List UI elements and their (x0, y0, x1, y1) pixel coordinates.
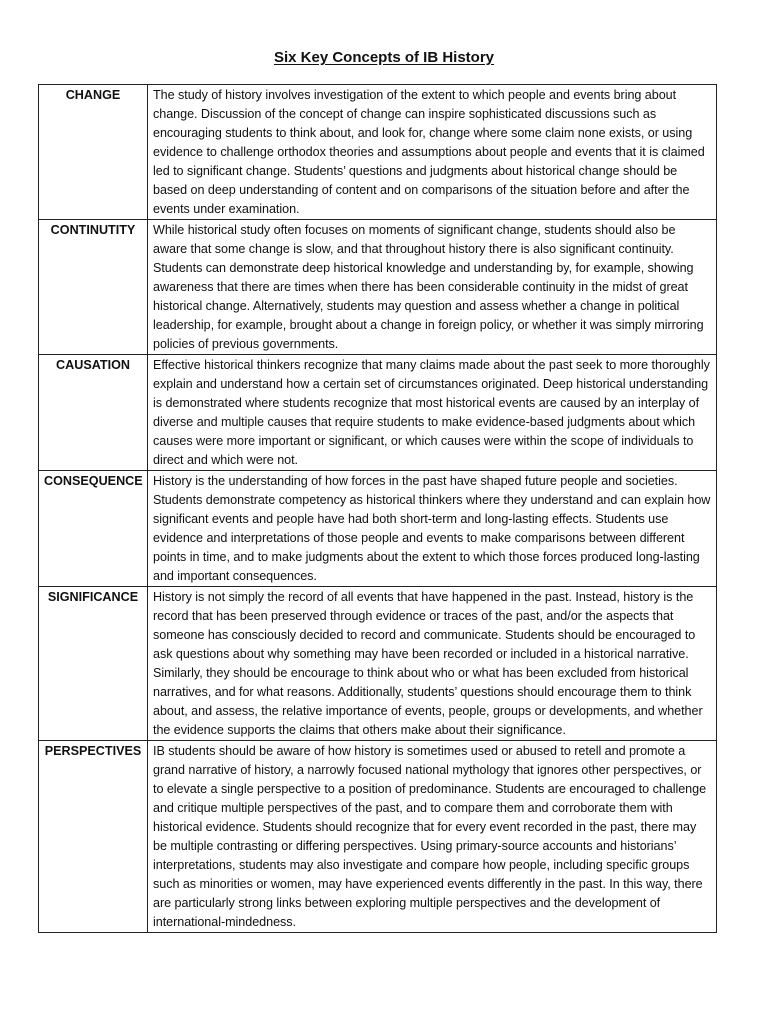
table-row-causation (39, 355, 717, 471)
concept-term-causation: CAUSATION (39, 355, 148, 471)
table-row-perspectives (39, 741, 717, 933)
concept-term-consequence: CONSEQUENCE (39, 471, 148, 587)
table-row-consequence (39, 471, 717, 587)
concept-term-perspectives: PERSPECTIVES (39, 741, 148, 933)
concept-description-causation: Effective historical thinkers recognize that many claims made about the past seek to more thoroughly explain and understand how a certain set of circumstances originated. Deep historical understanding is demonstrated where students recognize that most historical events are caused by an interplay of diverse and multiple causes that require students to make evidence-based judgments about which causes were more important or significant, or which causes were within the scope of individuals to direct and which were not. (148, 355, 717, 471)
concept-term-continuity: CONTINUTITY (39, 220, 148, 355)
concepts-table-body (39, 85, 717, 933)
concept-description-change: The study of history involves investigation of the extent to which people and events bring about change. Discussion of the concept of change can inspire sophisticated discussions such as encouraging students to think about, and look for, change where some claim none exists, or using evidence to challenge orthodox theories and assumptions about people and events that it is claimed led to significant change. Students’ questions and judgments about historical change should be based on deep understanding of content and on comparisons of the situation before and after the events under examination. (148, 85, 717, 220)
concepts-table (38, 84, 717, 933)
table-row-significance (39, 587, 717, 741)
concept-description-perspectives: IB students should be aware of how history is sometimes used or abused to retell and promote a grand narrative of history, a narrowly focused national mythology that ignores other perspectives, or to elevate a single perspective to a position of predominance. Students are encouraged to challenge and critique multiple perspectives of the past, and to compare them and corroborate them with historical evidence. Students should recognize that for every event recorded in the past, there may be multiple contrasting or differing perspectives. Using primary-source accounts and historians’ interpretations, students may also investigate and compare how people, including specific groups such as minorities or women, may have experienced events differently in the past. In this way, there are particularly strong links between exploring multiple perspectives and the development of international-mindedness. (148, 741, 717, 933)
concept-description-continuity: While historical study often focuses on moments of significant change, students should also be aware that some change is slow, and that throughout history there is also significant continuity. Students can demonstrate deep historical knowledge and understanding by, for example, showing awareness that there are times when there has been considerable continuity in the midst of great historical change. Alternatively, students may question and assess whether a change in political leadership, for example, brought about a change in foreign policy, or whether it was simply mirroring policies of previous governments. (148, 220, 717, 355)
concept-description-consequence: History is the understanding of how forces in the past have shaped future people and societies. Students demonstrate competency as historical thinkers where they understand and can explain how significant events and people have had both short-term and long-lasting effects. Students use evidence and interpretations of those people and events to make comparisons between different points in time, and to make judgments about the extent to which those forces produced long-lasting and important consequences. (148, 471, 717, 587)
page-title: Six Key Concepts of IB History (273, 49, 495, 66)
table-row-change (39, 85, 717, 220)
concept-description-significance: History is not simply the record of all events that have happened in the past. Instead, history is the record that has been preserved through evidence or traces of the past, and/or the aspects that someone has consciously decided to record and communicate. Students should be encouraged to ask questions about why something may have been recorded or included in a historical narrative. Similarly, they should be encourage to think about who or what has been excluded from historical narratives, and for what reasons. Additionally, students’ questions should encourage them to think about, and assess, the relative importance of events, people, groups or developments, and whether the evidence supports the claims that others make about their significance. (148, 587, 717, 741)
table-row-continuity (39, 220, 717, 355)
concept-term-significance: SIGNIFICANCE (39, 587, 148, 741)
concept-term-change: CHANGE (39, 85, 148, 220)
